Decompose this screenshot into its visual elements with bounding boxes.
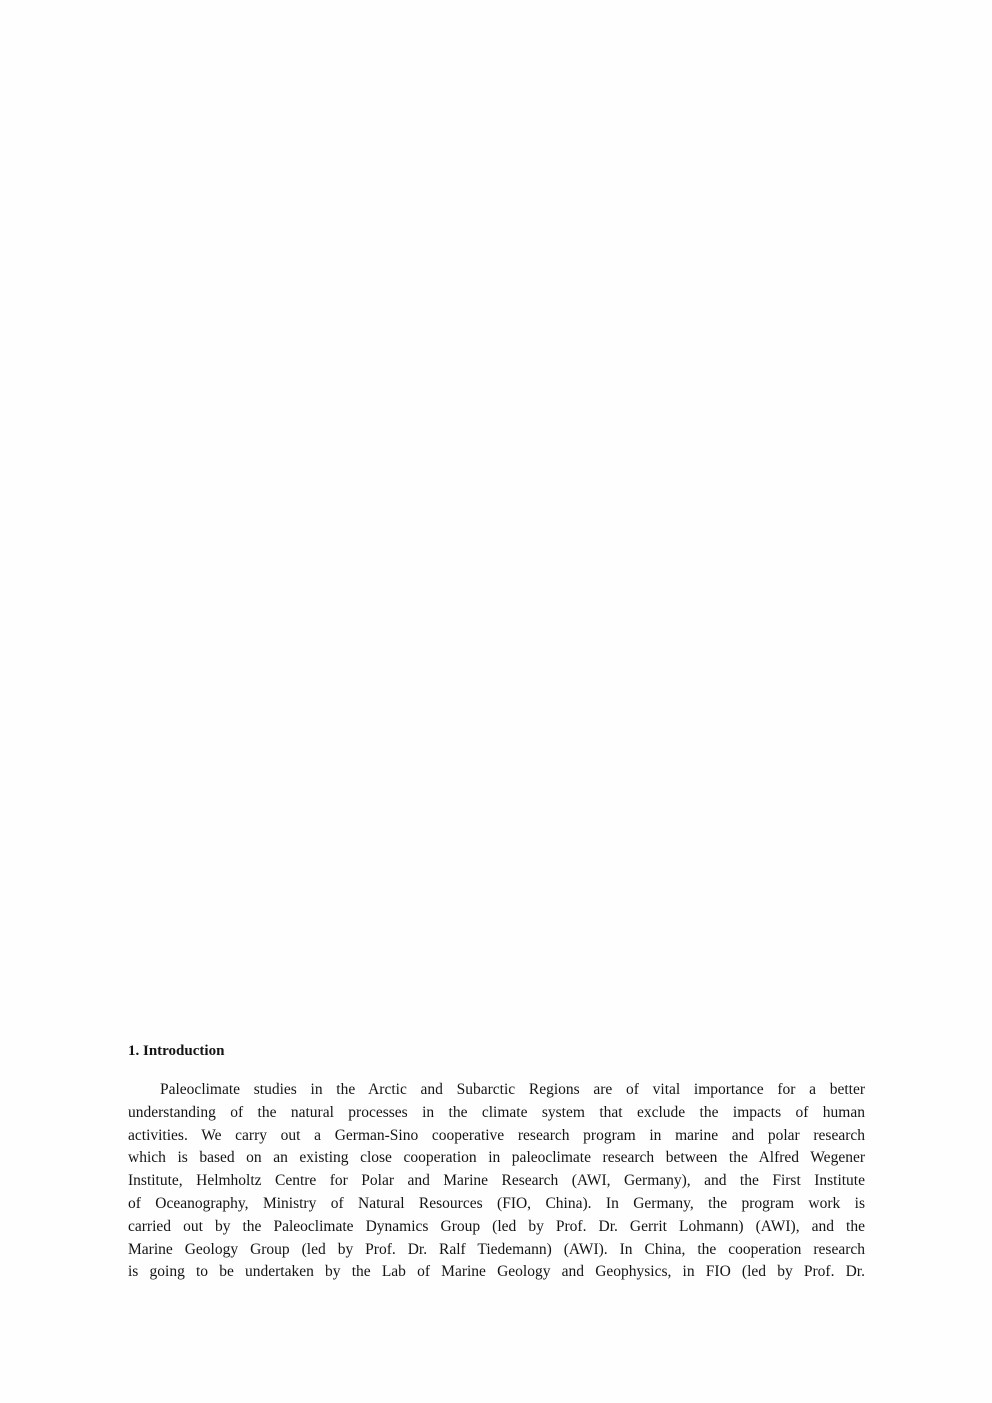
paragraph-line: is going to be undertaken by the Lab of Marine Geology and Geophysics, in FIO (led by Prof. Dr. <box>128 1263 865 1281</box>
paragraph-line: activities. We carry out a German-Sino cooperative research program in marine and polar research <box>128 1126 865 1144</box>
paragraph-line: which is based on an existing close cooperation in paleoclimate research between the Alfred Wegener <box>128 1149 865 1167</box>
paragraph-line: Paleoclimate studies in the Arctic and Subarctic Regions are of vital importance for a better <box>160 1081 865 1098</box>
section-number: 1. <box>128 1043 140 1059</box>
paragraph-line: Marine Geology Group (led by Prof. Dr. Ralf Tiedemann) (AWI). In China, the cooperation research <box>128 1240 865 1258</box>
paragraph-line: understanding of the natural processes in the climate system that exclude the impacts of human <box>128 1103 865 1121</box>
section-title: Introduction <box>143 1043 225 1059</box>
introduction-paragraph <box>128 1079 865 1284</box>
paragraph-line: of Oceanography, Ministry of Natural Resources (FIO, China). In Germany, the program work is <box>128 1194 865 1212</box>
introduction-section <box>128 1041 865 1284</box>
section-heading <box>128 1041 865 1061</box>
paragraph-line: Institute, Helmholtz Centre for Polar and Marine Research (AWI, Germany), and the First Institute <box>128 1172 865 1190</box>
paragraph-line: carried out by the Paleoclimate Dynamics Group (led by Prof. Dr. Gerrit Lohmann) (AWI), and the <box>128 1217 865 1235</box>
